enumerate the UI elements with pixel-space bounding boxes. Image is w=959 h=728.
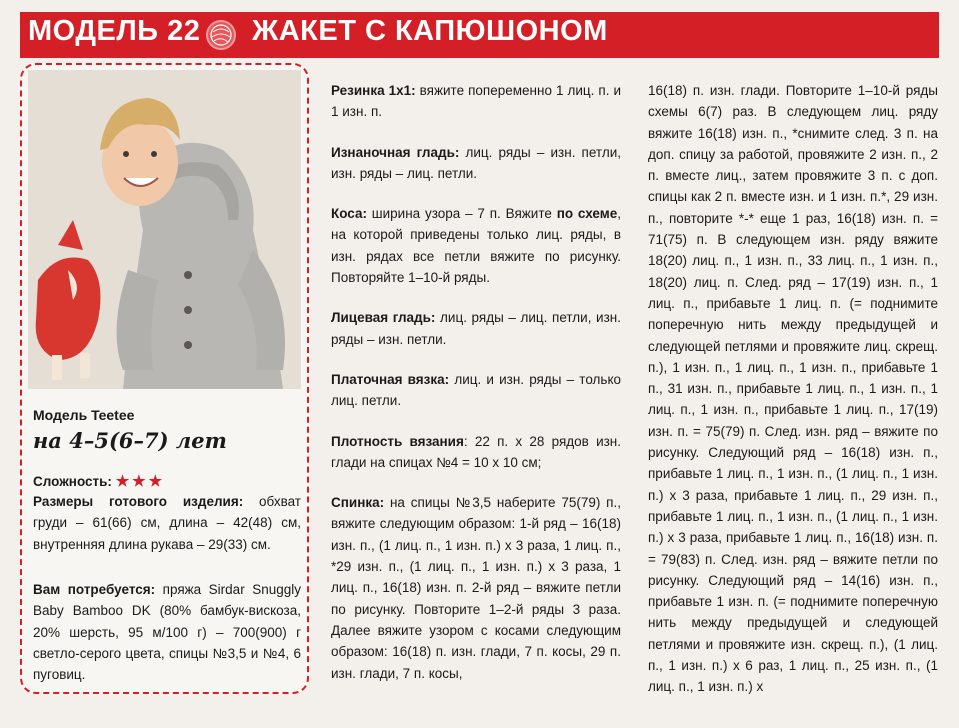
model-photo: [28, 70, 301, 389]
difficulty-label: Сложность:: [33, 474, 112, 489]
header-banner: [20, 12, 939, 58]
designer-name: Модель Teetee: [33, 407, 135, 423]
rib-label: Резинка 1х1:: [331, 83, 416, 98]
stockinette-section: [331, 307, 621, 350]
instructions-column-right: [648, 80, 938, 698]
rib-section: [331, 80, 621, 123]
materials-paragraph: [33, 579, 301, 685]
age-range: на 4–5(6–7) лет: [33, 428, 227, 453]
cable-label: Коса:: [331, 206, 367, 222]
materials-label: Вам потребуется:: [33, 582, 156, 597]
rib-text: вяжите попеременно 1 лиц. п. и 1 изн. п.: [331, 83, 621, 120]
back-label: Спинка:: [331, 495, 385, 511]
sizes-text: обхват груди – 61(66) см, длина – 42(48) см, внутренняя длина рукава – 29(33) см.: [33, 494, 301, 552]
stockinette-label: Лицевая гладь:: [331, 310, 436, 326]
model-number: МОДЕЛЬ 22: [28, 15, 201, 47]
sizes-label: Размеры готового изделия:: [33, 494, 244, 509]
sizes-paragraph: [33, 491, 301, 555]
back-continuation: 16(18) п. изн. глади. Повторите 1–10-й ряды схемы 6(7) раз. В следующем лиц. ряду вяжите 16(18) изн. п., *снимите след. 3 п. на доп. спицу за работой, провяжите 2 изн. п., 2 п. вместе лиц., затем провяжите 3 п. с доп. спицы как 2 п. вместе изн. и 1 изн. п.*, 29 изн. п., повторите *-* еще 1 раз, 16(18) изн. п. = 71(75) п. В следующем изн. ряду вяжите 18(20) лиц. п., 1 изн. п., 33 лиц. п., 1 изн. п., 18(20) лиц. п. След. ряд – 17(19) изн. п., 1 лиц. п., прибавьте 1 лиц. п. (= поднимите поперечную нить между предыдущей и следующей петлями и провяжите лиц. скрещ. п.), 1 изн. п., 1 лиц. п., 1 изн. п., прибавьте 1 п., 31 изн. п., прибавьте 1 лиц. п., 1 изн. п., 1 лиц. п., 1 изн. п., прибавьте 1 лиц. п., 17(19) изн. п. = 75(79) п. След. изн. ряд – вяжите по рисунку. Следующий ряд – 16(18) изн. п., прибавьте 1 лиц. п., 1 изн. п., (1 лиц. п., 1 изн. п.) х 3 раза, прибавьте 1 лиц. п., 29 изн. п., прибавьте 1 лиц. п., 1 изн. п., (1 лиц. п., 1 изн. п.) х 3 раза, прибавьте 1 лиц. п., 16(18) изн. п. = 79(83) п. След. изн. ряд – вяжите петли по рисунку. Следующий ряд – 14(16) изн. п., прибавьте 1 изн. п. (= поднимите поперечную нить между предыдущей и следующей петлями и провяжите изн. скрещ. п.), (1 лиц. п., 1 изн. п.) х 6 раз, 1 лиц. п., 25 изн. п., (1 лиц. п., 1 изн. п.) х: [648, 83, 938, 695]
gauge-label: Плотность вязания: [331, 433, 464, 449]
purl-text: лиц. ряды – изн. петли, изн. ряды – лиц. петли.: [331, 144, 621, 181]
garter-section: [331, 369, 621, 412]
back-section: [331, 492, 621, 684]
yarn-ball-icon: [206, 20, 236, 50]
gauge-section: [331, 431, 621, 474]
stockinette-text: лиц. ряды – лиц. петли, изн. ряды – изн. петли.: [331, 310, 621, 347]
page-title: ЖАКЕТ С КАПЮШОНОМ: [252, 15, 608, 47]
cable-text-1: ширина узора – 7 п. Вяжите: [367, 206, 557, 222]
garter-label: Платочная вязка:: [331, 371, 450, 387]
purl-section: [331, 142, 621, 185]
garter-text: лиц. и изн. ряды – только лиц. петли.: [331, 371, 622, 409]
instructions-column-middle: [331, 80, 621, 703]
cable-section: [331, 203, 621, 288]
difficulty-stars: ★★★: [115, 473, 166, 490]
purl-label: Изнаночная гладь:: [331, 144, 460, 160]
gauge-text: : 22 п. х 28 рядов изн. глади на спицах №4 = 10 х 10 см;: [331, 433, 622, 470]
back-text: на спицы №3,5 наберите 75(79) п., вяжите следующим образом: 1-й ряд – 16(18) изн. п., (1 лиц. п., 1 изн. п.) х 3 раза, 1 лиц. п., *29 изн. п., (1 лиц. п., 1 изн. п.) х 3 раза, 1 лиц. п., 16(18) изн. п. 2-й ряд – вяжите петли по рисунку. Повторите 1–2-й ряды 3 раза. Далее вяжите узором с косами следующим образом: 16(18) п. изн. глади, 7 п. косы, 29 п. изн. глади, 7 п. косы,: [331, 495, 621, 681]
materials-text: пряжа Sirdar Snuggly Baby Bamboo DK (80% бамбук-вискоза, 20% шерсть, 95 м/100 г) – 700(900) г светло-серого цвета, спицы №3,5 и №4, 6 пуговиц.: [33, 582, 301, 683]
cable-chart-ref: по схеме: [556, 206, 618, 222]
difficulty: [33, 472, 301, 490]
cable-text-2: , на которой приведены только лиц. ряды, в изн. рядах все петли вяжите по рисунку. Повторяйте 1–10-й ряды.: [331, 206, 621, 286]
